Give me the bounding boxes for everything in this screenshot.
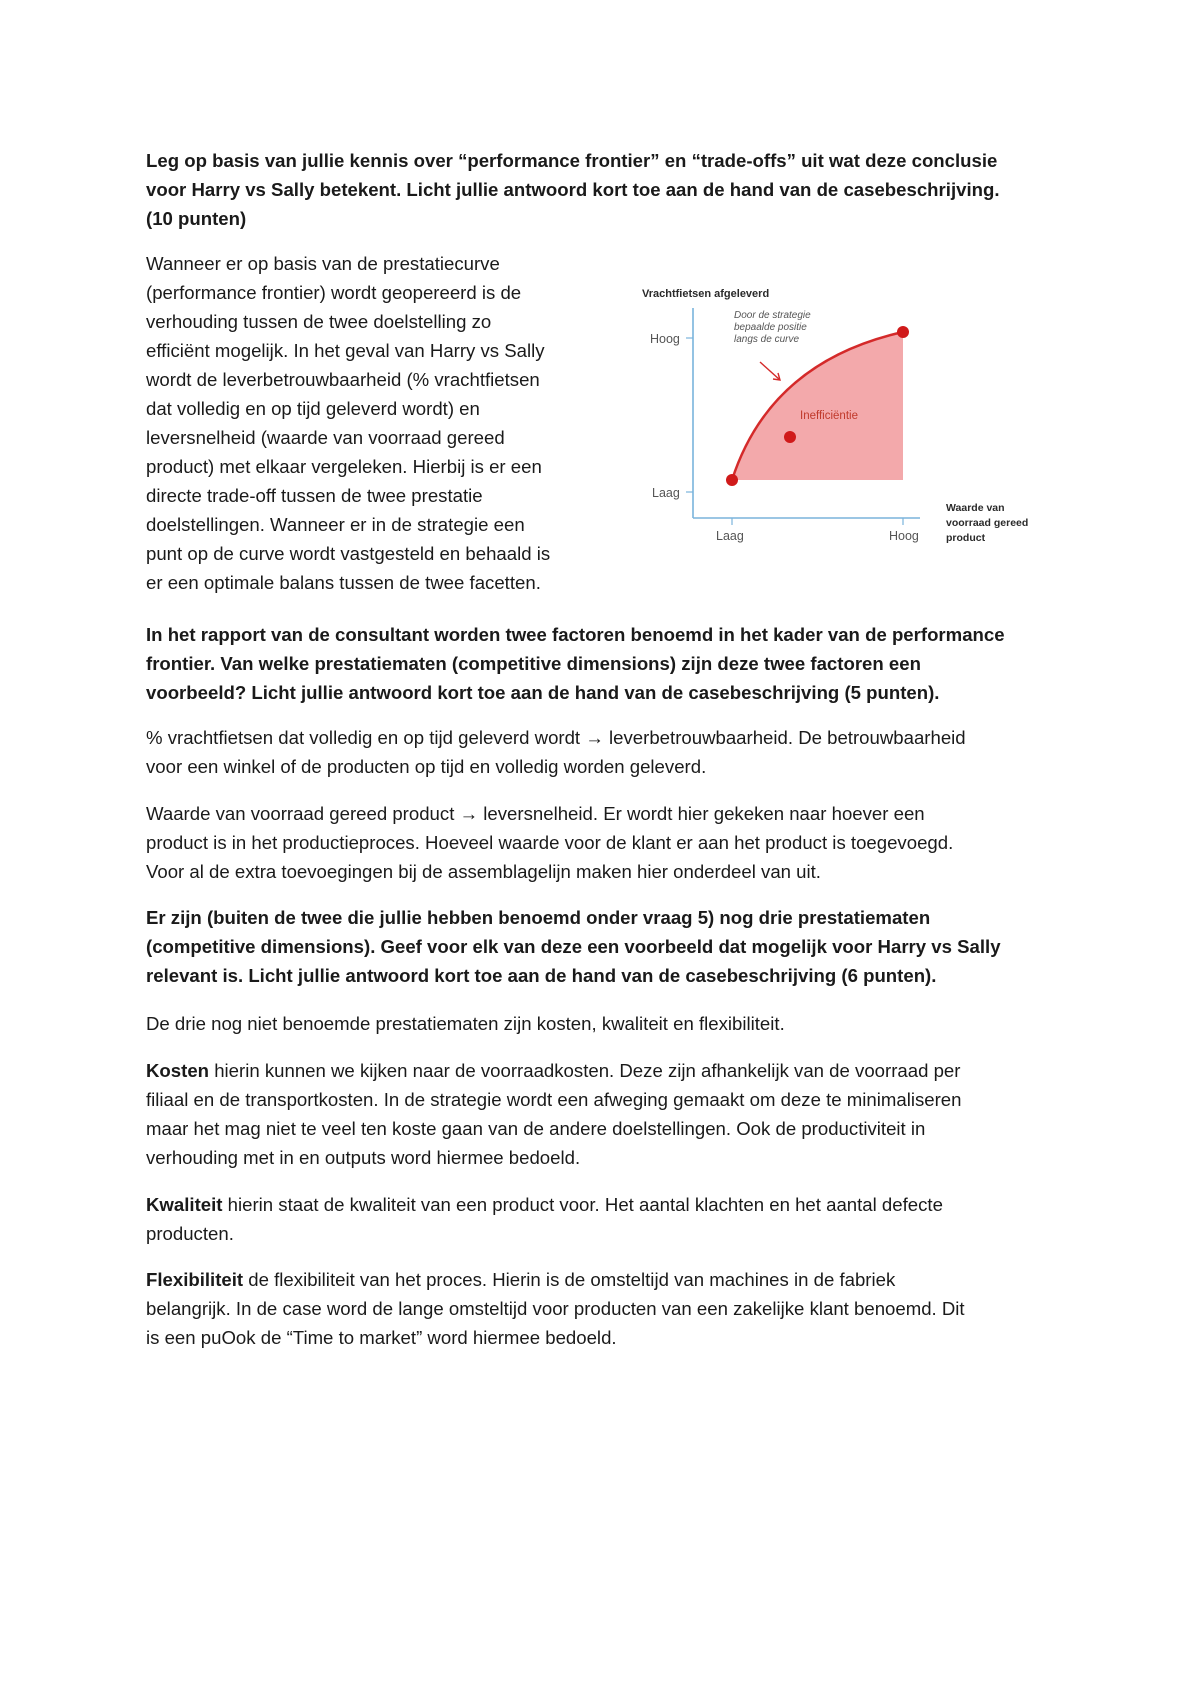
- question-2-line: voorbeeld? Licht jullie antwoord kort toe aan de hand van de casebeschrijving (5 punten).: [146, 682, 940, 703]
- kosten-text: hierin kunnen we kijken naar de voorraadkosten. Deze zijn afhankelijk van de voorraad per: [209, 1060, 961, 1081]
- answer-3-kosten: [146, 1056, 1066, 1172]
- question-2-line: In het rapport van de consultant worden twee factoren benoemd in het kader van de performance: [146, 624, 1005, 645]
- performance-frontier-figure: [620, 282, 1060, 562]
- question-1-line: voor Harry vs Sally betekent. Licht jullie antwoord kort toe aan de hand van de casebeschrijving.: [146, 179, 1000, 200]
- answer-1-line: leversnelheid (waarde van voorraad gereed: [146, 427, 505, 448]
- question-3: [146, 903, 1066, 990]
- answer-2b-text: leversnelheid. Er wordt hier gekeken naar hoever een: [478, 803, 925, 824]
- question-3-line: relevant is. Licht jullie antwoord kort toe aan de hand van de casebeschrijving (6 punten).: [146, 965, 937, 986]
- answer-1-line: punt op de curve wordt vastgesteld en behaald is: [146, 543, 551, 564]
- answer-2a: [146, 723, 1066, 781]
- answer-3-kosten-line: [146, 1056, 1066, 1085]
- y-label-low: Laag: [652, 486, 680, 500]
- right-arrow-icon: →: [459, 803, 479, 824]
- answer-1-line: product) met elkaar vergeleken. Hierbij is er een: [146, 456, 542, 477]
- curve-note-line: langs de curve: [734, 334, 800, 345]
- answer-1-line: dat volledig en op tijd geleverd wordt) en: [146, 398, 480, 419]
- frontier-diagram: [620, 282, 1060, 562]
- question-3-line: (competitive dimensions). Geef voor elk van deze een voorbeeld dat mogelijk voor Harry vs Sally: [146, 936, 1001, 957]
- kwaliteit-text: hierin staat de kwaliteit van een product voor. Het aantal klachten en het aantal defecte: [222, 1194, 943, 1215]
- curve-note-line: bepaalde positie: [734, 322, 807, 333]
- answer-3-flex-line: belangrijk. In de case word de lange omsteltijd voor producten van een zakelijke klant benoemd. Dit: [146, 1298, 965, 1319]
- answer-3-kwaliteit-line: producten.: [146, 1223, 234, 1244]
- flex-text: de flexibiliteit van het proces. Hierin is de omsteltijd van machines in de fabriek: [243, 1269, 896, 1290]
- answer-3-flex-line: is een puOok de “Time to market” word hiermee bedoeld.: [146, 1327, 617, 1348]
- question-1-line: (10 punten): [146, 208, 247, 229]
- question-3-line: Er zijn (buiten de twee die jullie hebben benoemd onder vraag 5) nog drie prestatiematen: [146, 907, 931, 928]
- answer-3-kosten-line: filiaal en de transportkosten. In de strategie wordt een afweging gemaakt om deze te minimaliseren: [146, 1089, 962, 1110]
- answer-2b-line: Voor al de extra toevoegingen bij de assemblagelijn maken hier onderdeel van uit.: [146, 861, 821, 882]
- inefficiency-area: [732, 332, 903, 480]
- note-arrow: [760, 362, 780, 380]
- flexibiliteit-term: Flexibiliteit: [146, 1269, 244, 1290]
- x-axis-title-line: Waarde van: [946, 502, 1005, 514]
- answer-3-flexibiliteit: [146, 1265, 1066, 1352]
- answer-2b-line: [146, 799, 1066, 828]
- curve-endpoint-low: [726, 474, 738, 486]
- answer-1-line: er een optimale balans tussen de twee facetten.: [146, 572, 541, 593]
- answer-2a-line: [146, 723, 1066, 752]
- figure-title: Vrachtfietsen afgeleverd: [642, 288, 770, 300]
- answer-2b: [146, 799, 1066, 886]
- answer-1-line: (performance frontier) wordt geopereerd is de: [146, 282, 522, 303]
- answer-2a-line: voor een winkel of de producten op tijd en volledig worden geleverd.: [146, 756, 707, 777]
- answer-1-line: directe trade-off tussen de twee prestatie: [146, 485, 483, 506]
- answer-2a-text: % vrachtfietsen dat volledig en op tijd geleverd wordt: [146, 727, 586, 748]
- curve-note-line: Door de strategie: [734, 310, 811, 321]
- x-label-high: Hoog: [889, 529, 919, 543]
- answer-1: [146, 249, 606, 597]
- x-label-low: Laag: [716, 529, 744, 543]
- x-axis-title-line: voorraad gereed: [946, 517, 1029, 529]
- answer-3-intro: [146, 1009, 1066, 1038]
- answer-2a-text: leverbetrouwbaarheid. De betrouwbaarheid: [603, 727, 966, 748]
- answer-1-line: doelstellingen. Wanneer er in de strategie een: [146, 514, 525, 535]
- question-1-line: Leg op basis van jullie kennis over “performance frontier” en “trade-offs” uit wat deze conclusie: [146, 150, 998, 171]
- inefficiency-label: Inefficiëntie: [800, 410, 858, 422]
- answer-3-kwaliteit: [146, 1190, 1066, 1248]
- answer-3-kosten-line: maar het mag niet te veel ten koste gaan van de andere doelstellingen. Ook de productiviteit in: [146, 1118, 926, 1139]
- answer-1-line: efficiënt mogelijk. In het geval van Harry vs Sally: [146, 340, 545, 361]
- y-label-high: Hoog: [650, 332, 680, 346]
- answer-2b-text: Waarde van voorraad gereed product: [146, 803, 460, 824]
- inefficient-point: [784, 431, 796, 443]
- curve-endpoint-high: [897, 326, 909, 338]
- answer-1-line: wordt de leverbetrouwbaarheid (% vrachtfietsen: [146, 369, 540, 390]
- x-axis-title-line: product: [946, 532, 986, 544]
- kwaliteit-term: Kwaliteit: [146, 1194, 223, 1215]
- question-1: [146, 146, 1066, 233]
- answer-3-kosten-line: verhouding met in en outputs word hiermee bedoeld.: [146, 1147, 581, 1168]
- question-2-line: frontier. Van welke prestatiematen (competitive dimensions) zijn deze twee factoren een: [146, 653, 921, 674]
- right-arrow-icon: →: [585, 727, 604, 748]
- answer-2b-line: product is in het productieproces. Hoeveel waarde voor de klant er aan het product is toegevoegd.: [146, 832, 954, 853]
- answer-3-kwaliteit-line: [146, 1190, 1066, 1219]
- answer-3-flex-line: [146, 1265, 1066, 1294]
- kosten-term: Kosten: [146, 1060, 210, 1081]
- answer-1-line: verhouding tussen de twee doelstelling zo: [146, 311, 492, 332]
- answer-3-intro-line: De drie nog niet benoemde prestatiematen zijn kosten, kwaliteit en flexibiliteit.: [146, 1013, 785, 1034]
- answer-1-line: Wanneer er op basis van de prestatiecurve: [146, 253, 500, 274]
- question-2: [146, 620, 1066, 707]
